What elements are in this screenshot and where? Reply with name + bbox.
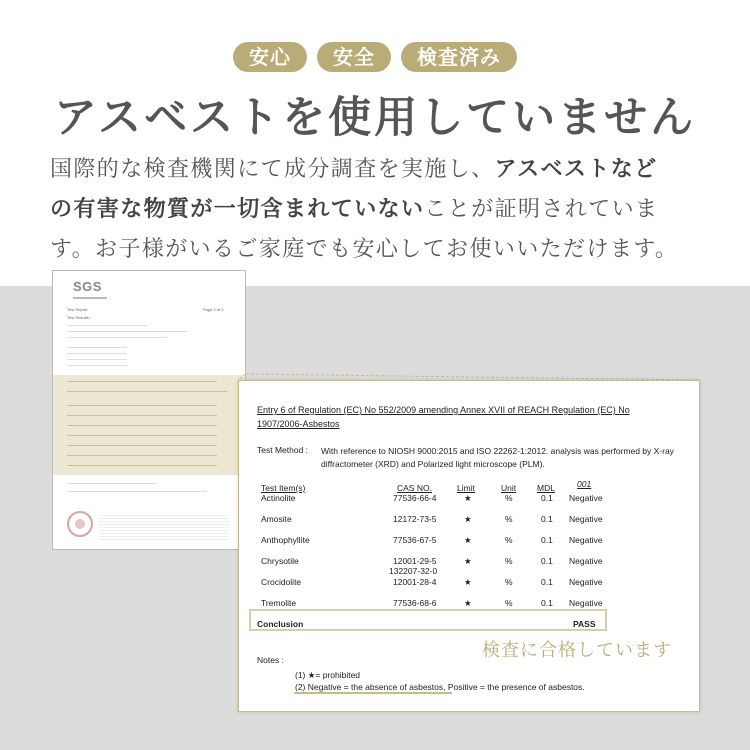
cell-unit: % [505, 556, 513, 566]
cell-unit: % [505, 514, 513, 524]
cell-cas: 77536-66-4 [393, 493, 437, 503]
cell-mdl: 0.1 [541, 514, 553, 524]
cell-unit: % [505, 493, 513, 503]
badge-anzen: 安全 [317, 42, 391, 72]
report-excerpt [238, 380, 700, 712]
cell-cas: 77536-68-6 [393, 598, 437, 608]
desc-line2-bold: の有害な物質が一切含まれていない [50, 197, 425, 222]
conclusion-label: Conclusion [257, 619, 304, 629]
thumb-line [67, 391, 227, 392]
cell-item: Amosite [261, 514, 292, 524]
regulation-heading: Entry 6 of Regulation (EC) No 552/2009 amending Annex XVII of REACH Regulation (EC) No 1907/2006-Asbestos [257, 405, 630, 429]
seal-stamp-icon [67, 511, 93, 537]
thumb-line [67, 425, 217, 426]
desc-line3: す。お子様がいるご家庭でも安心してお使いいただけます。 [50, 237, 679, 262]
report-thumbnail [52, 270, 246, 550]
cell-item: Tremolite [261, 598, 297, 608]
col-test-item: Test Item(s) [261, 483, 306, 493]
note-negative-definition: (2) Negative = the absence of asbestos, Positive = the presence of asbestos. [295, 682, 585, 692]
col-limit: Limit [457, 483, 475, 493]
cell-unit: % [505, 598, 513, 608]
col-result: 001 [577, 479, 592, 489]
cell-limit: ★ [464, 493, 472, 503]
cell-result: Negative [569, 535, 603, 545]
thumb-line [67, 455, 217, 456]
thumb-line [67, 483, 157, 484]
cell-result: Negative [569, 556, 603, 566]
cell-result: Negative [569, 514, 603, 524]
test-method-label: Test Method : [257, 445, 309, 455]
badge-kensa: 検査済み [401, 42, 517, 72]
cell-item: Crocidolite [261, 577, 302, 587]
cell-result: Negative [569, 577, 603, 587]
thumb-line [67, 465, 217, 466]
thumb-line [67, 337, 167, 338]
thumb-line [67, 491, 207, 492]
thumb-line [67, 415, 217, 416]
description [50, 150, 710, 270]
cell-result: Negative [569, 598, 603, 608]
thumb-line [67, 331, 187, 332]
cell-limit: ★ [464, 535, 472, 545]
badge-row [0, 42, 750, 72]
thumb-line [67, 325, 147, 326]
cell-limit: ★ [464, 577, 472, 587]
notes-label: Notes : [257, 655, 284, 665]
thumb-line [67, 347, 127, 348]
cell-cas: 12001-29-5 [393, 556, 437, 566]
badge-anshin: 安心 [233, 42, 307, 72]
cell-limit: ★ [464, 556, 472, 566]
cell-limit: ★ [464, 598, 472, 608]
note-prohibited: (1) ★= prohibited [295, 670, 361, 680]
thumb-results-label: Test Results : [67, 315, 92, 320]
sgs-logo: SGS [73, 279, 102, 294]
col-mdl: MDL [537, 483, 555, 493]
cell-mdl: 0.1 [541, 598, 553, 608]
conclusion-value: PASS [573, 619, 596, 629]
thumb-line [67, 381, 217, 382]
thumb-report-title: Test Report [67, 307, 88, 312]
passed-label: 検査に合格しています [482, 640, 672, 661]
cell-mdl: 0.1 [541, 556, 553, 566]
cell-cas-secondary: 132207-32-0 [389, 566, 438, 576]
cell-unit: % [505, 577, 513, 587]
thumb-line [67, 435, 217, 436]
cell-item: Chrysotile [261, 556, 299, 566]
cell-result: Negative [569, 493, 603, 503]
thumb-page-number: Page 2 of 3 [203, 307, 224, 312]
thumb-line [67, 359, 127, 360]
col-unit: Unit [501, 483, 517, 493]
cell-mdl: 0.1 [541, 493, 553, 503]
logo-underline [73, 297, 107, 299]
thumb-fineprint [99, 513, 229, 541]
page-title: アスベストを使用していません [53, 93, 697, 143]
thumb-line [67, 405, 217, 406]
cell-cas: 77536-67-5 [393, 535, 437, 545]
thumb-line [67, 365, 127, 366]
desc-line2-normal: ことが証明されていま [424, 197, 659, 222]
cell-cas: 12001-28-4 [393, 577, 437, 587]
cell-mdl: 0.1 [541, 577, 553, 587]
cell-cas: 12172-73-5 [393, 514, 437, 524]
cell-item: Actinolite [261, 493, 296, 503]
test-method-text: With reference to NIOSH 9000:2015 and ISO 22262-1:2012. analysis was performed by X-ray diffractometer (XRD) and Polarized light microscope (PLM). [321, 446, 674, 469]
cell-item: Anthophyllite [261, 535, 310, 545]
cell-mdl: 0.1 [541, 535, 553, 545]
thumb-line [67, 445, 217, 446]
desc-line1-bold: アスベストなど [494, 157, 658, 182]
desc-line1-normal: 国際的な検査機関にて成分調査を実施し、 [50, 157, 495, 182]
cell-limit: ★ [464, 514, 472, 524]
col-cas: CAS NO. [397, 483, 432, 493]
thumb-line [67, 353, 127, 354]
cell-unit: % [505, 535, 513, 545]
